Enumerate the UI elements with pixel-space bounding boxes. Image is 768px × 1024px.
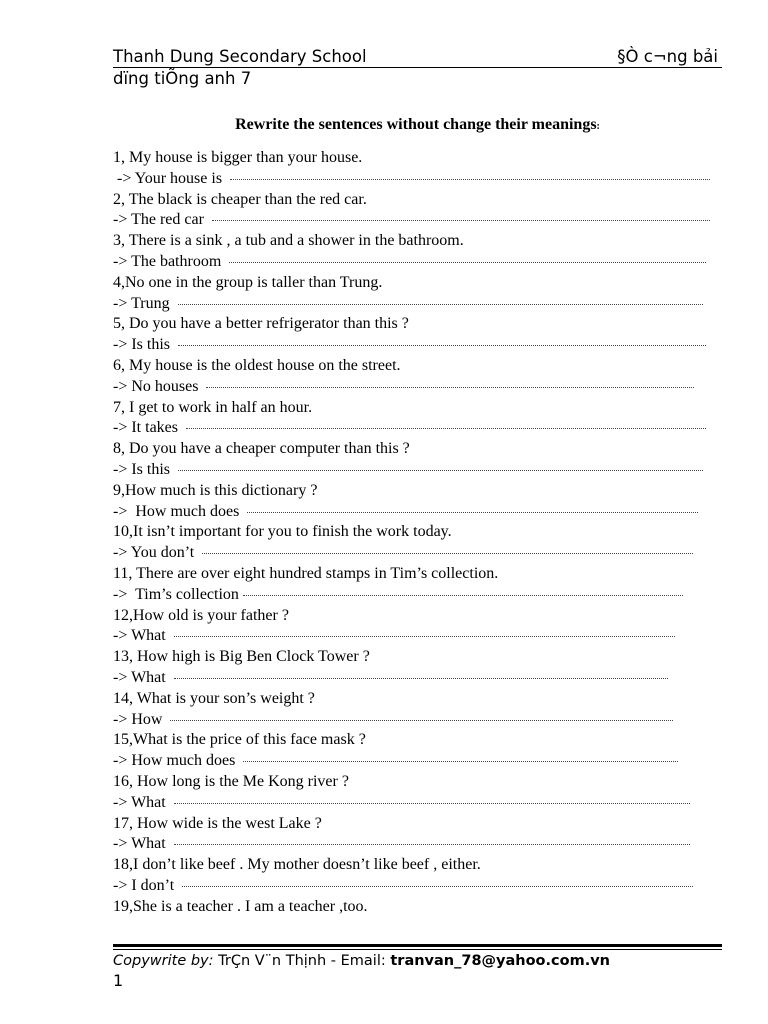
answer-line (113, 543, 722, 564)
answer-prompt: -> The bathroom (113, 252, 226, 270)
answer-blank[interactable] (174, 843, 690, 845)
question-sentence: 12,How old is your father ? (113, 606, 289, 624)
school-name: Thanh Dung Secondary School (113, 47, 367, 66)
footer-rule-thick (113, 944, 722, 947)
answer-blank[interactable] (247, 511, 698, 513)
answer-prompt: -> Is this (113, 460, 175, 478)
question-sentence: 9,How much is this dictionary ? (113, 481, 318, 499)
answer-prompt: -> I don’t (113, 876, 179, 894)
question-sentence: 10,It isn’t important for you to finish the work today. (113, 523, 452, 541)
answer-prompt: -> You don’t (113, 544, 199, 562)
question-sentence: 13, How high is Big Ben Clock Tower ? (113, 648, 370, 666)
header-row (113, 46, 722, 68)
answer-line (113, 751, 722, 772)
question-sentence: 7, I get to work in half an hour. (113, 398, 313, 416)
answer-prompt: -> The red car (113, 211, 208, 229)
question-sentence: 17, How wide is the west Lake ? (113, 814, 322, 832)
header-right-text: §Ò c¬ng bải (617, 47, 718, 66)
exercise-title (113, 116, 722, 134)
answer-line (113, 377, 722, 398)
answer-prompt: -> How much does (113, 502, 244, 520)
answer-prompt: -> Is this (113, 336, 175, 354)
answer-blank[interactable] (178, 344, 706, 346)
footer-rule-thin (113, 949, 722, 950)
answer-prompt: -> What (113, 668, 170, 686)
answer-line (113, 710, 722, 731)
answer-prompt: -> It takes (113, 419, 182, 437)
answer-line (113, 585, 722, 606)
answer-line (113, 210, 722, 231)
answer-line (113, 626, 722, 647)
answer-blank[interactable] (178, 469, 703, 471)
answer-line (113, 418, 722, 439)
page-header (113, 46, 722, 89)
question-sentence: 14, What is your son’s weight ? (113, 689, 315, 707)
answer-prompt: -> No houses (113, 377, 203, 395)
answer-prompt: -> Tim’s collection (113, 585, 239, 603)
exercise-title-colon: : (596, 121, 600, 132)
answer-blank[interactable] (243, 594, 683, 596)
page-number: 1 (113, 971, 124, 990)
answer-line (113, 294, 722, 315)
answer-blank[interactable] (229, 261, 706, 263)
question-sentence: 2, The black is cheaper than the red car. (113, 190, 367, 208)
answer-blank[interactable] (170, 719, 673, 721)
footer-credit-label: Copywrite by: (113, 953, 214, 969)
question-sentence: 16, How long is the Me Kong river ? (113, 772, 349, 790)
answer-blank[interactable] (186, 427, 706, 429)
answer-blank[interactable] (243, 760, 678, 762)
answer-blank[interactable] (174, 635, 675, 637)
answer-blank[interactable] (202, 552, 693, 554)
question-sentence: 6, My house is the oldest house on the street. (113, 356, 401, 374)
answer-line (113, 169, 722, 190)
question-sentence: 18,I don’t like beef . My mother doesn’t like beef , either. (113, 856, 481, 874)
question-sentence: 15,What is the price of this face mask ? (113, 731, 366, 749)
answer-line (113, 793, 722, 814)
exercise-title-text: Rewrite the sentences without change their meanings (235, 116, 597, 133)
page-footer (113, 944, 722, 990)
answer-blank[interactable] (182, 885, 693, 887)
question-sentence: 4,No one in the group is taller than Trung. (113, 273, 383, 291)
answer-prompt: -> Trung (113, 294, 174, 312)
answer-prompt: -> How much does (113, 752, 240, 770)
answer-blank[interactable] (212, 219, 710, 221)
question-sentence: 5, Do you have a better refrigerator than this ? (113, 315, 409, 333)
footer-credit (113, 953, 722, 969)
answer-prompt: -> How (113, 710, 167, 728)
answer-line (113, 668, 722, 689)
answer-line (113, 502, 722, 523)
exercise-list (113, 148, 722, 917)
answer-line (113, 834, 722, 855)
answer-prompt: -> What (113, 627, 170, 645)
question-sentence: 1, My house is bigger than your house. (113, 149, 363, 166)
answer-line (113, 460, 722, 481)
answer-line (113, 252, 722, 273)
footer-author: TrÇn V¨n Thịnh - Email: (213, 953, 391, 969)
answer-prompt: -> What (113, 835, 170, 853)
question-sentence: 8, Do you have a cheaper computer than this ? (113, 440, 410, 458)
question-sentence: 11, There are over eight hundred stamps in Tim’s collection. (113, 564, 499, 582)
answer-blank[interactable] (178, 303, 703, 305)
answer-prompt: -> What (113, 793, 170, 811)
answer-blank[interactable] (230, 178, 710, 180)
answer-blank[interactable] (174, 677, 668, 679)
answer-line (113, 335, 722, 356)
footer-email: tranvan_78@yahoo.com.vn (390, 953, 610, 969)
answer-line (113, 876, 722, 897)
answer-prompt: -> Your house is (113, 169, 227, 187)
question-sentence: 19,She is a teacher . I am a teacher ,too. (113, 897, 368, 915)
question-sentence: 3, There is a sink , a tub and a shower in the bathroom. (113, 232, 464, 250)
header-subtitle: dïng tiÕng anh 7 (113, 69, 252, 88)
answer-blank[interactable] (174, 802, 690, 804)
answer-blank[interactable] (206, 386, 694, 388)
